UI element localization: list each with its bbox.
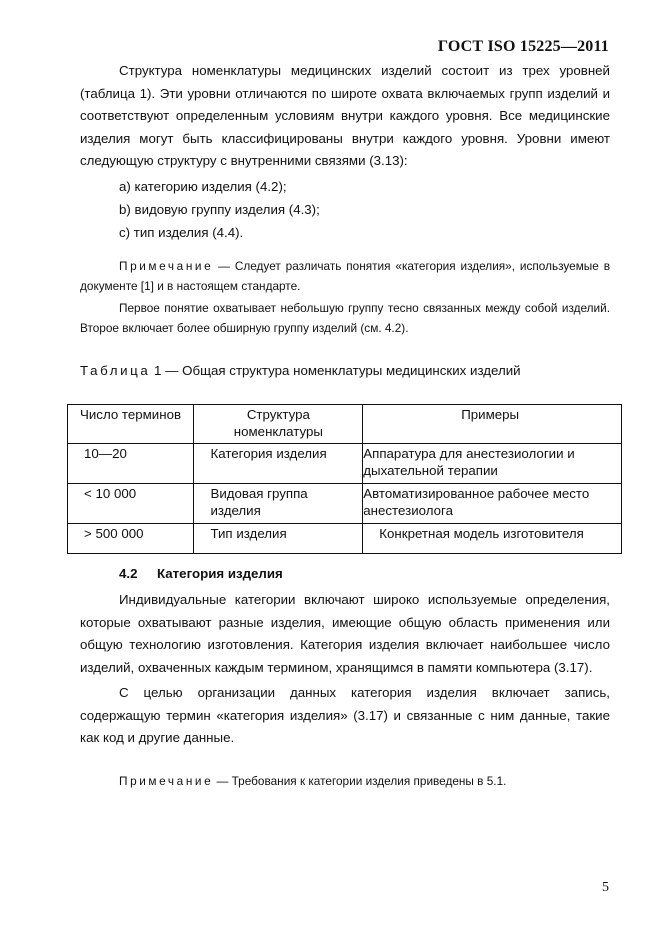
section-paragraph-2: С целью организации данных категория изделия включает запись, содержащую термин «категория изделия» (3.17) и связанные с ним данные, такие как код и другие данные. [80,685,610,746]
table-cell-count: < 10 000 [68,484,194,524]
note-1-label: Примечание [119,259,214,273]
list-item-a: а) категорию изделия (4.2); [119,179,287,194]
table-header-row [68,405,622,444]
note-1-text: — Следует различать понятия «категория изделия», используемые в документе [1] и в настоящем стандарте. [80,259,610,293]
note-1 [80,257,610,296]
header-examples: Примеры [363,405,622,444]
note-2-label: Примечание [119,774,214,788]
section-title: Категория изделия [157,566,283,581]
table-cell-count: > 500 000 [68,524,194,554]
header-structure: Структура номенклатуры [194,405,363,444]
section-heading [119,566,283,581]
table-cell-structure: Категория изделия [194,444,363,484]
table-cell-example: Автоматизированное рабочее место анестезиолога [363,484,622,524]
table-cell-count: 10—20 [68,444,194,484]
note-1-continuation: Первое понятие охватывает небольшую группу тесно связанных между собой изделий. Второе включает более обширную группу изделий (см. 4.2). [80,301,610,335]
table-row [68,484,622,524]
table-cell-structure: Тип изделия [194,524,363,554]
list-item-c: с) тип изделия (4.4). [119,225,244,240]
note-2-text: — Требования к категории изделия приведены в 5.1. [213,774,507,788]
table-cell-example: Аппаратура для анестезиологии и дыхательной терапии [363,444,622,484]
section-paragraph-1: Индивидуальные категории включают широко используемые определения, которые охватывают разные изделия, имеющие общую область применения или общую технологию изготовления. Категория изделия включает наибольшее число изделий, охваченных каждым термином, хранящимся в памяти компьютера (3.17). [80,592,610,675]
table-caption-label: Таблица [80,363,151,378]
table-caption-text: 1 — Общая структура номенклатуры медицинских изделий [150,363,521,378]
list-item-b: b) видовую группу изделия (4.3); [119,202,320,217]
table-row [68,444,622,484]
section-number: 4.2 [119,566,138,581]
nomenclature-table [67,404,622,554]
table-row [68,524,622,554]
table-cell-structure: Видовая группа изделия [194,484,363,524]
note-2 [80,772,610,792]
page-number: 5 [602,880,609,895]
header-term-count: Число терминов [68,405,194,444]
intro-paragraph: Структура номенклатуры медицинских изделий состоит из трех уровней (таблица 1). Эти уровни отличаются по широте охвата включаемых групп изделий и соответствуют определенным условиям внутри каждого уровня. Все медицинские изделия могут быть классифицированы внутри каждого уровня. Уровни имеют следующую структуру с внутренними связями (3.13): [80,63,610,169]
document-header: ГОСТ ISO 15225—2011 [437,38,609,55]
table-caption [80,363,521,378]
table-cell-example: Конкретная модель изготовителя [363,524,622,554]
